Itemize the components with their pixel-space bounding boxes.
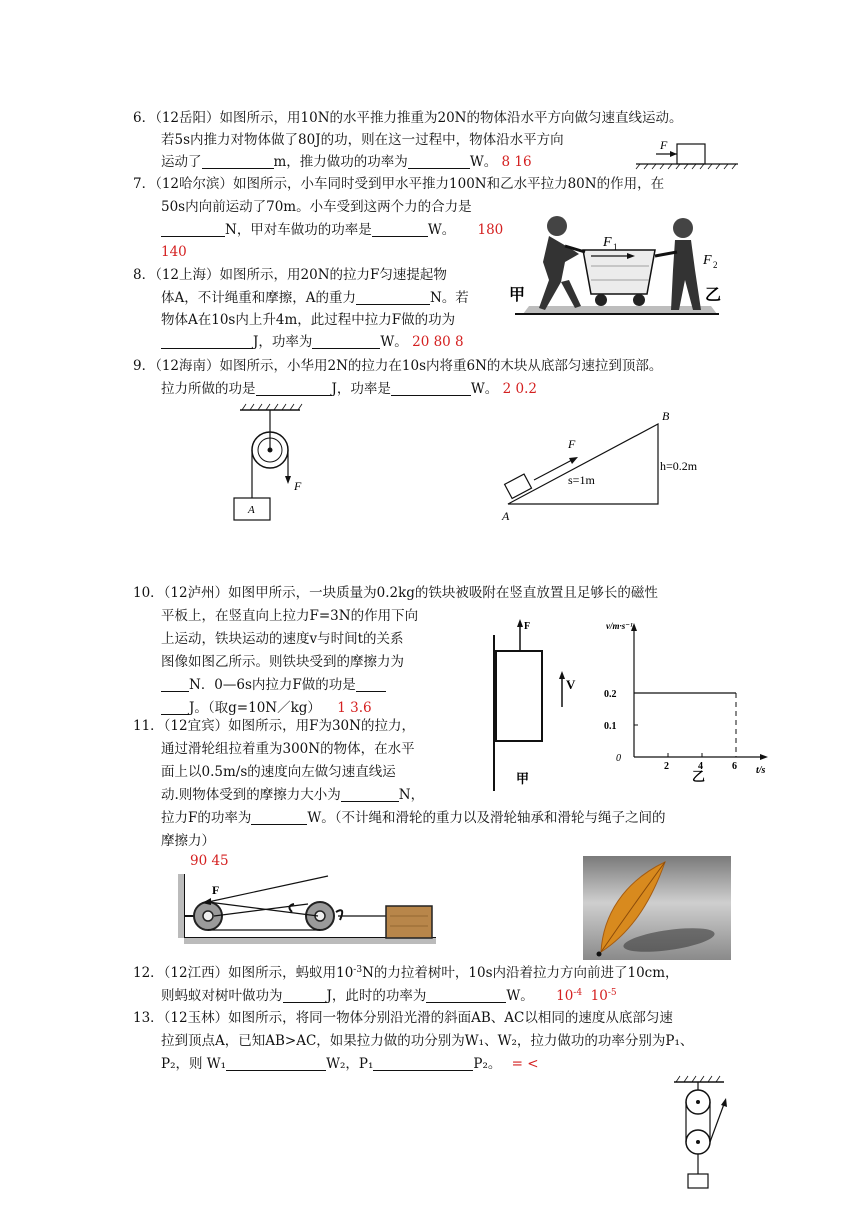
q10-line3: 上运动，铁块运动的速度v与时间t的关系 <box>161 631 404 647</box>
q10-text-b: J。（取g=10N／kg） <box>189 700 321 716</box>
q10-graph-y01: 0.1 <box>604 721 617 732</box>
q7-line2: 50s内向前运动了70m。小车受到这两个力的合力是 <box>161 199 472 215</box>
q8-blank-1[interactable] <box>356 290 430 305</box>
q10-line2: 平板上，在竖直向上拉力F=3N的作用下向 <box>161 608 419 624</box>
q6-text-c: W。 <box>469 154 498 170</box>
q7-line1: 7．（12哈尔滨）如图所示，小车同时受到甲水平推力100N和乙水平拉力80N的作用，在 <box>133 176 665 192</box>
q11-blank-1[interactable] <box>341 787 399 802</box>
q12-blank-1[interactable] <box>283 988 327 1003</box>
q9-answer: 2 0.2 <box>502 381 537 397</box>
q10-graph-x6: 6 <box>732 761 737 772</box>
q9-incline-figure <box>498 408 718 526</box>
q8-answer: 20 80 8 <box>412 334 464 350</box>
q13-pulley-block-figure <box>666 1074 736 1194</box>
q10-graph-x4: 4 <box>698 761 703 772</box>
q7-answer-2: 140 <box>161 244 187 260</box>
q13-line2: 拉到顶点A，已知AB>AC，如果拉力做的功分别为W₁、W₂，拉力做功的功率分别为P₁、 <box>161 1033 694 1049</box>
q10-graph-yi: 乙 <box>692 769 706 784</box>
q7-blank-1[interactable] <box>161 222 225 237</box>
q12-ans1: 10 <box>556 988 574 1004</box>
q11-answer: 90 45 <box>190 853 229 869</box>
q10-line5 <box>161 676 386 694</box>
q6-push-figure <box>632 136 742 170</box>
q12-answer <box>556 988 617 1004</box>
q12-line2 <box>161 984 617 1005</box>
q10-graph-origin: 0 <box>616 753 621 764</box>
q7-cart-figure <box>505 210 725 320</box>
q9-blank-1[interactable] <box>256 381 332 396</box>
q8-pulley-figure <box>226 400 316 524</box>
q6-line3 <box>161 153 532 171</box>
q13-answer: = < <box>511 1056 539 1072</box>
q10-vt-graph <box>596 615 776 785</box>
q11-line4 <box>161 786 424 804</box>
q9-fig-h: h=0.2m <box>660 459 698 473</box>
q10-fig-f: F <box>524 621 531 632</box>
q10-fig-v: V <box>566 677 576 692</box>
q9-line1: 9．（12海南）如图所示，小华用2N的拉力在10s内将重6N的木块从底部匀速拉到顶部。 <box>133 358 663 374</box>
q12-text-c: 则蚂蚁对树叶做功为 <box>161 988 283 1004</box>
q10-line1: 10．（12泸州）如图甲所示，一块质量为0.2kg的铁块被吸附在竖直放置且足够长的磁性 <box>133 585 658 601</box>
q8-line4 <box>161 333 464 351</box>
q10-blank-2[interactable] <box>356 677 386 692</box>
q12-blank-2[interactable] <box>426 988 506 1003</box>
q8-blank-3[interactable] <box>312 334 380 349</box>
q8-text-a: 体A，不计绳重和摩擦，A的重力 <box>161 290 356 306</box>
q10-blank-1[interactable] <box>161 677 189 692</box>
q12-text-d: J，此时的功率为 <box>326 988 427 1004</box>
q12-ant-leaf-photo <box>583 856 731 960</box>
q11-line1: 11．（12宜宾）如图所示，用F为30N的拉力， <box>133 718 415 734</box>
q11-line5 <box>161 809 666 827</box>
q10-graph-ylabel: v/m·s⁻¹ <box>606 621 633 631</box>
q8-line3: 物体A在10s内上升4m，此过程中拉力F做的功为 <box>161 312 456 328</box>
q8-fig-f: F <box>294 479 302 493</box>
q7-fig-yi: 乙 <box>705 287 722 304</box>
q13-text-c: P₂。 <box>473 1056 502 1072</box>
q12-text-sup: -3 <box>353 965 363 975</box>
q12-ans2-sup: -5 <box>607 988 617 998</box>
q8-text-d: W。 <box>380 334 408 350</box>
q7-fig-f1: F <box>603 235 612 250</box>
q10-text-a: N．0—6s内拉力F做的功是 <box>189 677 356 693</box>
q9-text-c: W。 <box>470 381 499 397</box>
q9-fig-b: B <box>662 409 670 423</box>
q13-text-a: P₂，则 W₁ <box>161 1056 227 1072</box>
q10-graph-x2: 2 <box>664 761 669 772</box>
q9-fig-a: A <box>502 509 510 523</box>
q13-blank-2[interactable] <box>373 1056 473 1071</box>
q12-ans2: 10 <box>590 988 608 1004</box>
q6-line1: 6．（12岳阳）如图所示，用10N的水平推力推重为20N的物体沿水平方向做匀速直线运动。 <box>133 110 683 126</box>
q12-text-b: N的力拉着树叶，10s内沿着拉力方向前进了10cm， <box>362 965 679 981</box>
q9-blank-2[interactable] <box>391 381 471 396</box>
q6-text-a: 运动了 <box>161 154 202 170</box>
q8-line2 <box>161 289 469 307</box>
q7-blank-2[interactable] <box>372 222 428 237</box>
q9-text-b: J，功率是 <box>331 381 391 397</box>
q9-text-a: 拉力所做的功是 <box>161 381 256 397</box>
q11-fig-f: F <box>212 883 220 897</box>
q13-line1: 13．（12玉林）如图所示，将同一物体分别沿光滑的斜面AB、AC以相同的速度从底部匀速 <box>133 1010 673 1026</box>
q7-line3 <box>161 221 503 239</box>
q11-pulley-figure <box>178 872 440 944</box>
q6-blank-1[interactable] <box>202 154 274 169</box>
q7-fig-jia: 甲 <box>509 287 526 304</box>
q6-text-b: m，推力做功的功率为 <box>273 154 408 170</box>
q10-line4: 图像如图乙所示。则铁块受到的摩擦力为 <box>161 654 404 670</box>
q8-fig-a: A <box>248 504 255 516</box>
q11-line2: 通过滑轮组拉着重为300N的物体，在水平 <box>161 741 415 757</box>
q10-answer: 1 3.6 <box>337 700 372 716</box>
q10-line6 <box>161 699 372 717</box>
q7-text-a: N，甲对车做功的功率是 <box>225 222 372 238</box>
q11-line3: 面上以0.5m/s的速度向左做匀速直线运 <box>161 764 396 780</box>
q11-line6: 摩擦力） <box>161 833 215 849</box>
q11-blank-2[interactable] <box>251 810 307 825</box>
q12-text-e: W。 <box>506 988 534 1004</box>
q10-fig-jia: 甲 <box>516 771 530 786</box>
q11-text-b: N， <box>398 787 425 803</box>
q13-text-b: W₂，P₁ <box>326 1056 374 1072</box>
q6-blank-2[interactable] <box>408 154 470 169</box>
q9-fig-s: s=1m <box>568 473 595 487</box>
q10-graph-xlabel: t/s <box>756 765 766 776</box>
q9-fig-f: F <box>568 437 576 451</box>
q11-text-c: 拉力F的功率为 <box>161 810 252 826</box>
q7-fig-f1-sub: 1 <box>613 242 618 252</box>
q10-graph-y02: 0.2 <box>604 689 617 700</box>
q11-text-a: 动.则物体受到的摩擦力大小为 <box>161 787 341 803</box>
q8-blank-2[interactable] <box>161 334 253 349</box>
q6-fig-f-label: F <box>660 138 668 152</box>
q6-answer: 8 16 <box>501 154 532 170</box>
q8-line1: 8．（12上海）如图所示，用20N的拉力F匀速提起物 <box>133 267 447 283</box>
q11-text-d: W。（不计绳和滑轮的重力以及滑轮轴承和滑轮与绳子之间的 <box>307 810 666 826</box>
q13-blank-1[interactable] <box>226 1056 326 1071</box>
q7-fig-f2-sub: 2 <box>713 260 718 270</box>
q12-text-a: 12．（12江西）如图所示，蚂蚁用10 <box>133 965 354 981</box>
q10-blank-3[interactable] <box>161 700 189 715</box>
q7-answer-1: 180 <box>477 222 504 238</box>
q7-fig-f2: F <box>703 253 712 268</box>
q13-line3 <box>161 1055 539 1073</box>
q8-text-b: N。若 <box>430 290 469 306</box>
q10-figure-jia <box>484 615 584 795</box>
q7-text-b: W。 <box>427 222 456 238</box>
q8-text-c: J，功率为 <box>253 334 313 350</box>
q6-line2: 若5s内推力对物体做了80J的功，则在这一过程中，物体沿水平方向 <box>161 132 564 148</box>
q9-line2 <box>161 380 537 398</box>
q12-ans1-sup: -4 <box>573 988 583 998</box>
q12-line1 <box>133 961 679 982</box>
